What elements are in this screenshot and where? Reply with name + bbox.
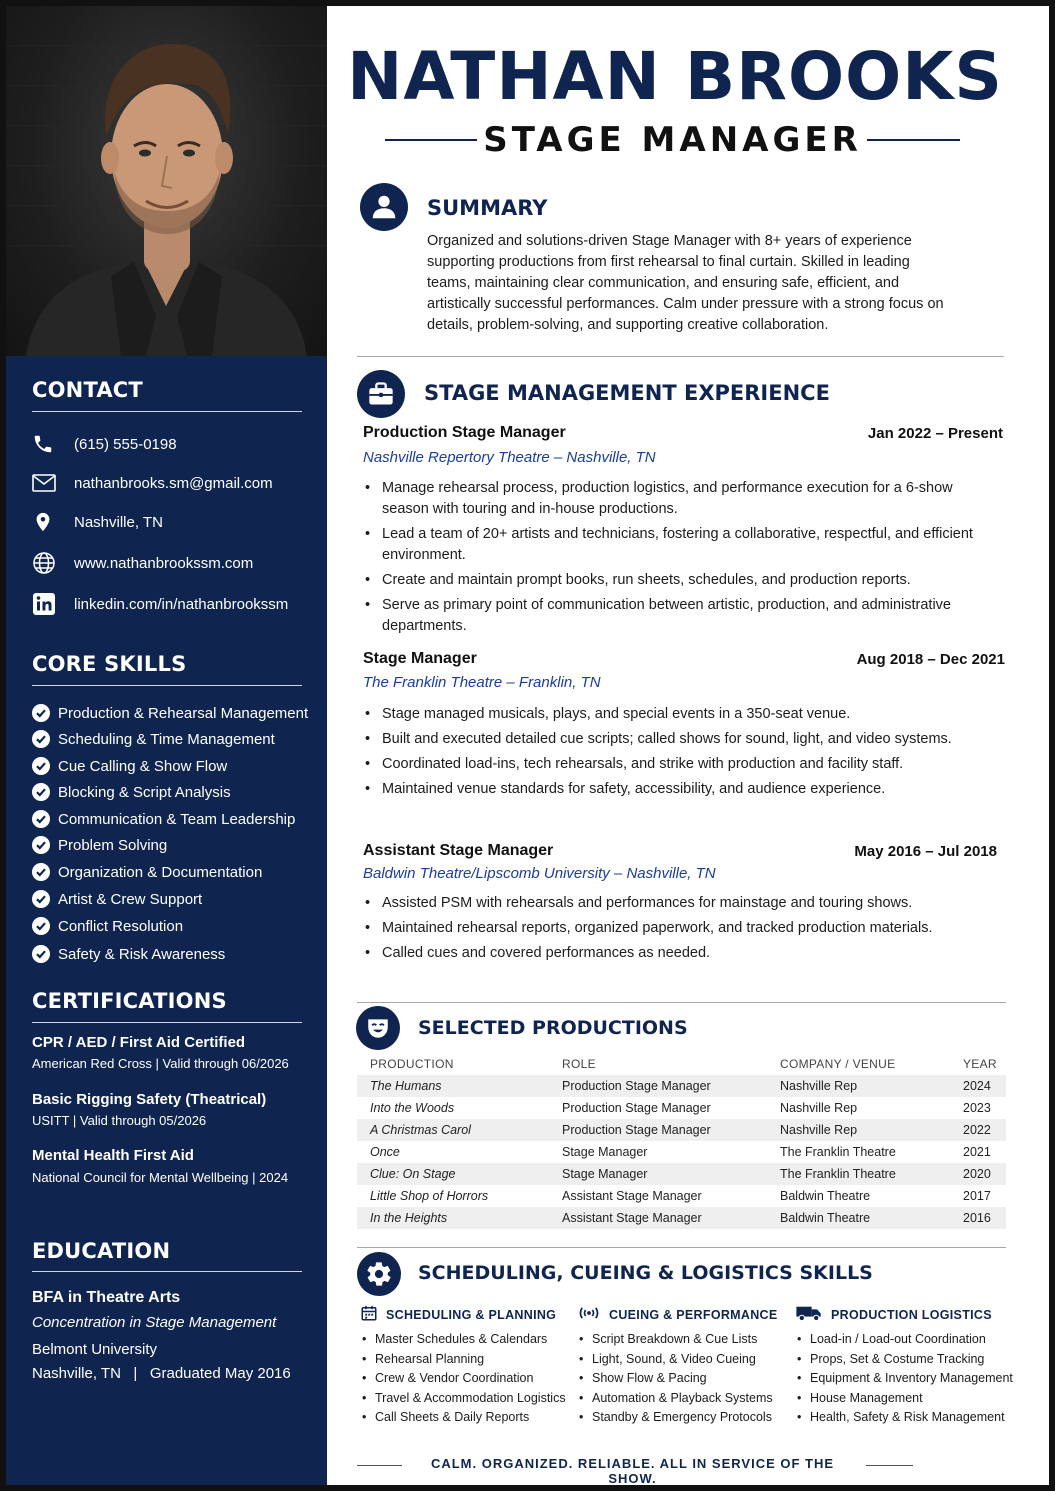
- education-divider: [32, 1271, 302, 1272]
- core-skill-label: Communication & Team Leadership: [58, 810, 296, 828]
- bullet-item: • Lead a team of 20+ artists and technicians, fostering a collaborative, respectful, and efficient environment.: [363, 524, 973, 566]
- title-rule-right: [867, 139, 960, 141]
- bullet-item: • Stage managed musicals, plays, and special events in a 350-seat venue.: [363, 704, 973, 725]
- education-school: Belmont University: [32, 1341, 158, 1358]
- certifications-heading: CERTIFICATIONS: [32, 989, 227, 1013]
- core-skill-item: [32, 728, 275, 750]
- job-bullets: [363, 893, 973, 968]
- core-skill-item: [32, 755, 227, 777]
- skill-list-item: • Light, Sound, & Video Cueing: [577, 1350, 778, 1370]
- column-title: SCHEDULING & PLANNING: [386, 1308, 557, 1322]
- skill-list-item: • Rehearsal Planning: [360, 1350, 566, 1370]
- skill-list-item: • House Management: [795, 1389, 1013, 1409]
- job-organization: Baldwin Theatre/Lipscomb University – Nashville, TN: [363, 865, 716, 882]
- check-circle-icon: [32, 730, 50, 748]
- portrait-illustration: [6, 6, 327, 356]
- summary-text: Organized and solutions-driven Stage Manager with 8+ years of experience supporting productions from first rehearsal to final curtain. Skilled in leading teams, maintaining clear communication, and ensuring safe, efficient, and artistically successful performances. Calm under pressure with a strong focus on details, problem-solving, and supporting creative collaboration.: [427, 233, 944, 333]
- contact-email-text: nathanbrooks.sm@gmail.com: [74, 474, 273, 492]
- table-cell: The Franklin Theatre: [780, 1167, 896, 1181]
- education-concentration: Concentration in Stage Management: [32, 1314, 277, 1331]
- table-cell: Production Stage Manager: [562, 1101, 711, 1115]
- table-cell: 2016: [963, 1211, 991, 1225]
- core-skill-label: Conflict Resolution: [58, 917, 184, 935]
- column-heading: [577, 1305, 778, 1325]
- column-header: ROLE: [562, 1057, 596, 1071]
- experience-heading: STAGE MANAGEMENT EXPERIENCE: [424, 381, 830, 405]
- table-cell: Little Shop of Horrors: [370, 1189, 489, 1203]
- core-skills-divider: [32, 685, 302, 686]
- job-organization: The Franklin Theatre – Franklin, TN: [363, 674, 601, 691]
- globe-icon: [32, 550, 60, 576]
- column-title: PRODUCTION LOGISTICS: [831, 1308, 992, 1322]
- contact-divider: [32, 411, 302, 412]
- section-divider: [357, 1247, 1006, 1248]
- bullet-item: • Maintained rehearsal reports, organized paperwork, and tracked production materials.: [363, 918, 973, 939]
- check-circle-icon: [32, 757, 50, 775]
- productions-heading: SELECTED PRODUCTIONS: [418, 1017, 688, 1039]
- sidebar: [6, 6, 327, 1485]
- contact-email[interactable]: [32, 470, 273, 496]
- column-header: YEAR: [963, 1057, 997, 1071]
- skill-list-item: • Automation & Playback Systems: [577, 1389, 778, 1409]
- table-body: [357, 1075, 1006, 1229]
- contact-linkedin[interactable]: [32, 591, 288, 617]
- table-row: [357, 1119, 1006, 1141]
- phone-icon: [32, 431, 60, 457]
- skill-list-item: • Call Sheets & Daily Reports: [360, 1408, 566, 1428]
- table-cell: 2017: [963, 1189, 991, 1203]
- contact-linkedin-text: linkedin.com/in/nathanbrookssm: [74, 595, 289, 613]
- table-row: [357, 1097, 1006, 1119]
- truck-icon: [795, 1304, 823, 1327]
- calendar-icon: [360, 1304, 378, 1327]
- footer-tagline: CALM. ORGANIZED. RELIABLE. ALL IN SERVICE OF THE SHOW.: [430, 1456, 835, 1486]
- column-title: CUEING & PERFORMANCE: [609, 1308, 778, 1322]
- candidate-name: NATHAN BROOKS: [347, 38, 1003, 115]
- column-heading: [360, 1305, 566, 1325]
- check-circle-icon: [32, 704, 50, 722]
- theatre-mask-icon: [356, 1006, 400, 1050]
- briefcase-icon: [357, 370, 405, 418]
- table-header: [357, 1053, 1006, 1075]
- cert-title: Mental Health First Aid: [32, 1147, 194, 1164]
- check-circle-icon: [32, 890, 50, 908]
- linkedin-icon: [32, 591, 60, 617]
- table-cell: Baldwin Theatre: [780, 1189, 871, 1203]
- column-header: PRODUCTION: [370, 1057, 454, 1071]
- contact-location-text: Nashville, TN: [74, 513, 163, 531]
- table-cell: Stage Manager: [562, 1167, 648, 1181]
- core-skill-label: Problem Solving: [58, 836, 168, 854]
- education-location-graduation: Nashville, TN | Graduated May 2016: [32, 1365, 291, 1382]
- skill-list-item: • Equipment & Inventory Management: [795, 1369, 1013, 1389]
- core-skill-item: [32, 915, 183, 937]
- column-header: COMPANY / VENUE: [780, 1057, 896, 1071]
- signal-waves-icon: [577, 1304, 601, 1327]
- gear-icon: [357, 1252, 401, 1296]
- table-cell: Assistant Stage Manager: [562, 1211, 702, 1225]
- core-skill-item: [32, 888, 202, 910]
- bullet-item: • Serve as primary point of communication between artistic, production, and administrative departments.: [363, 595, 973, 637]
- core-skill-item: [32, 943, 225, 965]
- job-dates: Aug 2018 – Dec 2021: [856, 651, 1005, 668]
- check-circle-icon: [32, 836, 50, 854]
- table-cell: 2024: [963, 1079, 991, 1093]
- core-skill-label: Safety & Risk Awareness: [58, 945, 226, 963]
- skill-column-logistics: [795, 1305, 1013, 1428]
- core-skill-label: Organization & Documentation: [58, 863, 263, 881]
- job-title: Stage Manager: [363, 650, 477, 667]
- table-cell: The Humans: [370, 1079, 442, 1093]
- productions-table: [357, 1053, 1006, 1229]
- job-organization: Nashville Repertory Theatre – Nashville, TN: [363, 449, 656, 466]
- skill-list-item: • Crew & Vendor Coordination: [360, 1369, 566, 1389]
- cert-detail: USITT | Valid through 05/2026: [32, 1113, 207, 1128]
- table-cell: 2020: [963, 1167, 991, 1181]
- table-cell: Assistant Stage Manager: [562, 1189, 702, 1203]
- table-cell: 2021: [963, 1145, 991, 1159]
- table-cell: Once: [370, 1145, 400, 1159]
- footer-rule-left: [357, 1465, 402, 1466]
- job-dates: Jan 2022 – Present: [867, 425, 1003, 442]
- core-skill-item: [32, 781, 231, 803]
- skill-list-item: • Master Schedules & Calendars: [360, 1330, 566, 1350]
- core-skill-item: [32, 808, 295, 830]
- table-cell: Nashville Rep: [780, 1123, 858, 1137]
- bullet-item: • Manage rehearsal process, production logistics, and performance execution for a 6-show season with touring and in-house productions.: [363, 478, 973, 520]
- cert-title: CPR / AED / First Aid Certified: [32, 1034, 246, 1051]
- contact-phone[interactable]: [32, 431, 177, 457]
- check-circle-icon: [32, 945, 50, 963]
- person-icon: [360, 183, 408, 231]
- bullet-item: • Assisted PSM with rehearsals and performances for mainstage and touring shows.: [363, 893, 973, 914]
- core-skills-heading: CORE SKILLS: [32, 652, 187, 676]
- core-skill-label: Scheduling & Time Management: [58, 730, 275, 748]
- contact-website[interactable]: [32, 550, 253, 576]
- table-cell: Production Stage Manager: [562, 1079, 711, 1093]
- contact-location: [32, 509, 163, 535]
- column-heading: [795, 1305, 1013, 1325]
- bullet-item: • Create and maintain prompt books, run sheets, schedules, and production reports.: [363, 570, 973, 591]
- table-cell: Into the Woods: [370, 1101, 455, 1115]
- skill-list-item: • Load-in / Load-out Coordination: [795, 1330, 1013, 1350]
- core-skill-item: [32, 834, 167, 856]
- job-title-banner: [385, 120, 960, 160]
- section-divider: [357, 1002, 1006, 1003]
- core-skill-label: Production & Rehearsal Management: [58, 704, 309, 722]
- job-title: Production Stage Manager: [363, 424, 566, 441]
- check-circle-icon: [32, 783, 50, 801]
- education-heading: EDUCATION: [32, 1239, 171, 1263]
- skill-list-item: • Script Breakdown & Cue Lists: [577, 1330, 778, 1350]
- table-row: [357, 1075, 1006, 1097]
- check-circle-icon: [32, 917, 50, 935]
- logistics-heading: SCHEDULING, CUEING & LOGISTICS SKILLS: [418, 1262, 873, 1284]
- core-skill-item: [32, 861, 262, 883]
- skill-list-item: • Show Flow & Pacing: [577, 1369, 778, 1389]
- cert-detail: American Red Cross | Valid through 06/2026: [32, 1056, 289, 1071]
- cert-detail: National Council for Mental Wellbeing | 2024: [32, 1170, 289, 1185]
- certifications-divider: [32, 1022, 302, 1023]
- bullet-item: • Coordinated load-ins, tech rehearsals, and strike with production and facility staff.: [363, 754, 973, 775]
- table-cell: A Christmas Carol: [370, 1123, 471, 1137]
- core-skill-label: Artist & Crew Support: [58, 890, 203, 908]
- bullet-item: • Maintained venue standards for safety, accessibility, and audience experience.: [363, 779, 973, 800]
- table-cell: Clue: On Stage: [370, 1167, 456, 1181]
- table-row: [357, 1141, 1006, 1163]
- table-cell: Nashville Rep: [780, 1101, 858, 1115]
- table-cell: Production Stage Manager: [562, 1123, 711, 1137]
- skill-list: [577, 1330, 778, 1428]
- job-bullets: [363, 704, 973, 804]
- bullet-item: • Called cues and covered performances as needed.: [363, 943, 973, 964]
- location-pin-icon: [32, 509, 60, 535]
- table-cell: In the Heights: [370, 1211, 448, 1225]
- skill-column-scheduling: [360, 1305, 566, 1428]
- core-skill-label: Blocking & Script Analysis: [58, 783, 231, 801]
- table-cell: Baldwin Theatre: [780, 1211, 871, 1225]
- profile-photo: [6, 6, 327, 356]
- job-bullets: [363, 478, 973, 641]
- check-circle-icon: [32, 863, 50, 881]
- section-divider: [357, 356, 1004, 357]
- bullet-item: • Built and executed detailed cue scripts; called shows for sound, light, and video systems.: [363, 729, 973, 750]
- skill-list-item: • Standby & Emergency Protocols: [577, 1408, 778, 1428]
- table-cell: Nashville Rep: [780, 1079, 858, 1093]
- skill-list-item: • Travel & Accommodation Logistics: [360, 1389, 566, 1409]
- table-cell: The Franklin Theatre: [780, 1145, 896, 1159]
- summary-heading: SUMMARY: [427, 196, 548, 220]
- email-icon: [32, 470, 60, 496]
- table-cell: 2022: [963, 1123, 991, 1137]
- job-dates: May 2016 – Jul 2018: [854, 843, 997, 860]
- education-degree: BFA in Theatre Arts: [32, 1289, 181, 1306]
- table-row: [357, 1207, 1006, 1229]
- job-title: Assistant Stage Manager: [363, 842, 554, 859]
- skill-list-item: • Props, Set & Costume Tracking: [795, 1350, 1013, 1370]
- table-cell: Stage Manager: [562, 1145, 648, 1159]
- table-cell: 2023: [963, 1101, 991, 1115]
- table-row: [357, 1185, 1006, 1207]
- skill-list: [360, 1330, 566, 1428]
- core-skill-label: Cue Calling & Show Flow: [58, 757, 228, 775]
- job-title: STAGE MANAGER: [483, 120, 862, 160]
- skill-list: [795, 1330, 1013, 1428]
- contact-heading: CONTACT: [32, 378, 143, 402]
- contact-phone-text: (615) 555-0198: [74, 435, 177, 453]
- core-skill-item: [32, 702, 308, 724]
- check-circle-icon: [32, 810, 50, 828]
- skill-column-cueing: [577, 1305, 778, 1428]
- contact-website-text: www.nathanbrookssm.com: [74, 554, 254, 572]
- table-row: [357, 1163, 1006, 1185]
- footer-rule-right: [866, 1465, 913, 1466]
- skill-list-item: • Health, Safety & Risk Management: [795, 1408, 1013, 1428]
- cert-title: Basic Rigging Safety (Theatrical): [32, 1091, 267, 1108]
